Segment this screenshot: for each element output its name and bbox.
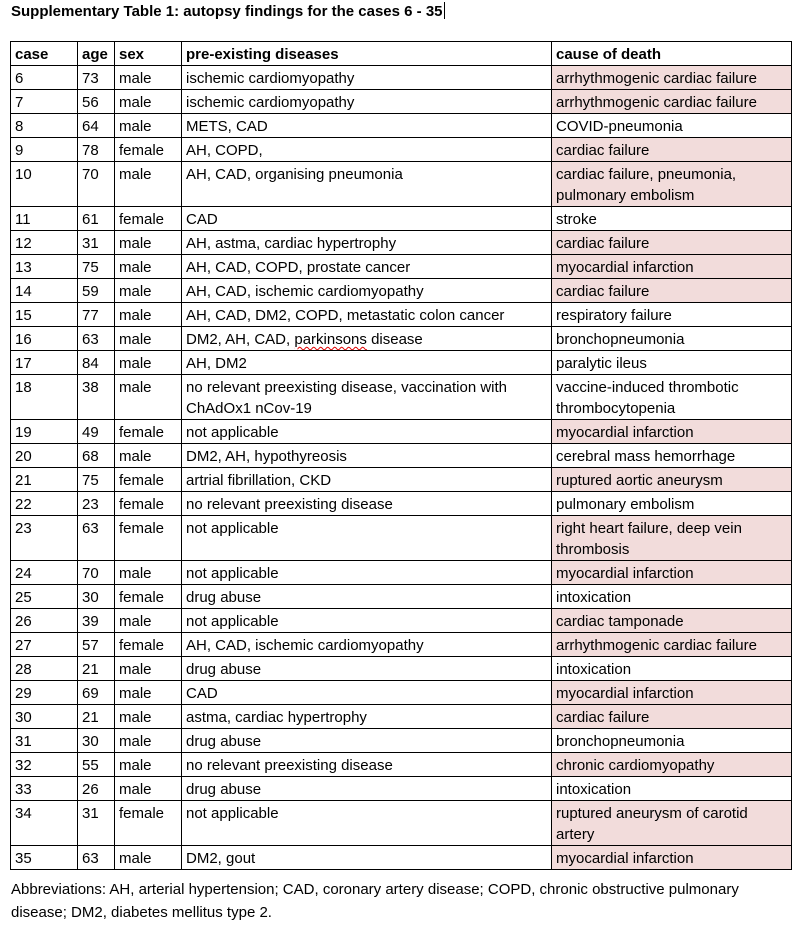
cell-sex: male: [115, 444, 182, 468]
table-row: [11, 90, 792, 114]
cell-diseases: drug abuse: [182, 729, 552, 753]
table-row: [11, 633, 792, 657]
cell-cause: arrhythmogenic cardiac failure: [552, 90, 792, 114]
table-row: [11, 801, 792, 846]
cell-age: 77: [78, 303, 115, 327]
cell-cause: paralytic ileus: [552, 351, 792, 375]
table-row: [11, 468, 792, 492]
cell-age: 55: [78, 753, 115, 777]
header-cause: cause of death: [552, 42, 792, 66]
cell-age: 63: [78, 327, 115, 351]
cell-case: 14: [11, 279, 78, 303]
text-cursor: [444, 2, 445, 19]
cell-diseases: ischemic cardiomyopathy: [182, 90, 552, 114]
cell-age: 84: [78, 351, 115, 375]
table-row: [11, 327, 792, 351]
cell-diseases: METS, CAD: [182, 114, 552, 138]
cell-diseases: DM2, gout: [182, 846, 552, 870]
cell-sex: female: [115, 492, 182, 516]
table-row: [11, 657, 792, 681]
cell-case: 7: [11, 90, 78, 114]
diseases-text: disease: [366, 331, 423, 348]
cell-case: 15: [11, 303, 78, 327]
cell-sex: male: [115, 729, 182, 753]
table-row: [11, 114, 792, 138]
table-body: [11, 66, 792, 870]
cell-age: 70: [78, 561, 115, 585]
diseases-text: DM2, AH, CAD,: [186, 331, 295, 348]
cell-cause: pulmonary embolism: [552, 492, 792, 516]
cell-age: 78: [78, 138, 115, 162]
cell-diseases: AH, CAD, organising pneumonia: [182, 162, 552, 207]
autopsy-table: [10, 41, 792, 870]
cell-sex: male: [115, 561, 182, 585]
cell-diseases: not applicable: [182, 801, 552, 846]
table-row: [11, 729, 792, 753]
cell-diseases: AH, CAD, DM2, COPD, metastatic colon cancer: [182, 303, 552, 327]
cell-age: 68: [78, 444, 115, 468]
cell-case: 19: [11, 420, 78, 444]
cell-age: 21: [78, 705, 115, 729]
spellcheck-flagged-word[interactable]: parkinsons: [294, 331, 367, 348]
table-row: [11, 279, 792, 303]
cell-sex: male: [115, 279, 182, 303]
cell-case: 32: [11, 753, 78, 777]
cell-age: 64: [78, 114, 115, 138]
cell-sex: male: [115, 255, 182, 279]
cell-diseases: AH, astma, cardiac hypertrophy: [182, 231, 552, 255]
table-row: [11, 444, 792, 468]
cell-case: 18: [11, 375, 78, 420]
cell-case: 34: [11, 801, 78, 846]
cell-cause: ruptured aortic aneurysm: [552, 468, 792, 492]
cell-cause: intoxication: [552, 585, 792, 609]
cell-diseases: ischemic cardiomyopathy: [182, 66, 552, 90]
cell-cause: right heart failure, deep vein thrombosis: [552, 516, 792, 561]
cell-cause: cardiac failure: [552, 138, 792, 162]
cell-age: 21: [78, 657, 115, 681]
cell-age: 61: [78, 207, 115, 231]
cell-cause: stroke: [552, 207, 792, 231]
cell-cause: cerebral mass hemorrhage: [552, 444, 792, 468]
cell-case: 27: [11, 633, 78, 657]
table-row: [11, 66, 792, 90]
cell-age: 57: [78, 633, 115, 657]
cell-cause: chronic cardiomyopathy: [552, 753, 792, 777]
cell-case: 24: [11, 561, 78, 585]
table-row: [11, 753, 792, 777]
cell-diseases: AH, CAD, ischemic cardiomyopathy: [182, 633, 552, 657]
table-row: [11, 561, 792, 585]
table-row: [11, 420, 792, 444]
cell-diseases: CAD: [182, 207, 552, 231]
table-title: Supplementary Table 1: autopsy findings for the cases 6 - 35: [11, 3, 443, 20]
header-sex: sex: [115, 42, 182, 66]
cell-case: 6: [11, 66, 78, 90]
cell-sex: male: [115, 681, 182, 705]
cell-diseases: drug abuse: [182, 585, 552, 609]
cell-cause: bronchopneumonia: [552, 729, 792, 753]
cell-cause: cardiac failure: [552, 231, 792, 255]
cell-sex: male: [115, 303, 182, 327]
cell-diseases: no relevant preexisting disease: [182, 492, 552, 516]
cell-age: 59: [78, 279, 115, 303]
cell-case: 33: [11, 777, 78, 801]
cell-case: 11: [11, 207, 78, 231]
table-row: [11, 231, 792, 255]
table-row: [11, 492, 792, 516]
cell-cause: bronchopneumonia: [552, 327, 792, 351]
cell-sex: female: [115, 585, 182, 609]
cell-case: 30: [11, 705, 78, 729]
cell-diseases: AH, CAD, COPD, prostate cancer: [182, 255, 552, 279]
cell-cause: ruptured aneurysm of carotid artery: [552, 801, 792, 846]
cell-diseases: DM2, AH, hypothyreosis: [182, 444, 552, 468]
cell-sex: female: [115, 138, 182, 162]
table-row: [11, 351, 792, 375]
cell-cause: cardiac failure: [552, 279, 792, 303]
cell-diseases: not applicable: [182, 516, 552, 561]
cell-age: 73: [78, 66, 115, 90]
cell-sex: female: [115, 468, 182, 492]
cell-sex: female: [115, 207, 182, 231]
table-row: [11, 375, 792, 420]
cell-cause: myocardial infarction: [552, 255, 792, 279]
cell-age: 70: [78, 162, 115, 207]
table-row: [11, 516, 792, 561]
cell-case: 35: [11, 846, 78, 870]
table-row: [11, 585, 792, 609]
cell-sex: male: [115, 162, 182, 207]
cell-age: 23: [78, 492, 115, 516]
cell-diseases: drug abuse: [182, 657, 552, 681]
cell-cause: respiratory failure: [552, 303, 792, 327]
cell-case: 16: [11, 327, 78, 351]
cell-age: 30: [78, 729, 115, 753]
cell-cause: myocardial infarction: [552, 420, 792, 444]
cell-age: 38: [78, 375, 115, 420]
cell-sex: female: [115, 420, 182, 444]
cell-sex: male: [115, 114, 182, 138]
cell-diseases: not applicable: [182, 420, 552, 444]
cell-sex: male: [115, 609, 182, 633]
cell-sex: male: [115, 753, 182, 777]
table-row: [11, 162, 792, 207]
cell-age: 75: [78, 468, 115, 492]
cell-case: 17: [11, 351, 78, 375]
cell-sex: male: [115, 705, 182, 729]
cell-case: 10: [11, 162, 78, 207]
cell-age: 31: [78, 231, 115, 255]
cell-diseases: CAD: [182, 681, 552, 705]
cell-age: 75: [78, 255, 115, 279]
cell-diseases: astma, cardiac hypertrophy: [182, 705, 552, 729]
cell-case: 23: [11, 516, 78, 561]
cell-cause: arrhythmogenic cardiac failure: [552, 633, 792, 657]
cell-sex: male: [115, 90, 182, 114]
cell-age: 63: [78, 846, 115, 870]
cell-cause: cardiac tamponade: [552, 609, 792, 633]
cell-sex: male: [115, 66, 182, 90]
cell-age: 49: [78, 420, 115, 444]
cell-diseases: AH, COPD,: [182, 138, 552, 162]
cell-cause: cardiac failure: [552, 705, 792, 729]
cell-cause: myocardial infarction: [552, 846, 792, 870]
cell-cause: cardiac failure, pneumonia, pulmonary embolism: [552, 162, 792, 207]
cell-case: 28: [11, 657, 78, 681]
cell-diseases: [182, 327, 552, 351]
cell-sex: male: [115, 327, 182, 351]
cell-sex: male: [115, 231, 182, 255]
table-row: [11, 303, 792, 327]
cell-cause: intoxication: [552, 657, 792, 681]
cell-cause: myocardial infarction: [552, 561, 792, 585]
table-row: [11, 681, 792, 705]
cell-age: 26: [78, 777, 115, 801]
cell-case: 29: [11, 681, 78, 705]
table-row: [11, 705, 792, 729]
table-row: [11, 207, 792, 231]
cell-case: 12: [11, 231, 78, 255]
cell-sex: male: [115, 375, 182, 420]
cell-sex: male: [115, 846, 182, 870]
cell-case: 26: [11, 609, 78, 633]
cell-age: 63: [78, 516, 115, 561]
cell-cause: myocardial infarction: [552, 681, 792, 705]
cell-age: 56: [78, 90, 115, 114]
cell-case: 22: [11, 492, 78, 516]
cell-diseases: not applicable: [182, 609, 552, 633]
header-case: case: [11, 42, 78, 66]
header-diseases: pre-existing diseases: [182, 42, 552, 66]
cell-case: 20: [11, 444, 78, 468]
cell-case: 8: [11, 114, 78, 138]
cell-case: 13: [11, 255, 78, 279]
header-age: age: [78, 42, 115, 66]
cell-sex: female: [115, 801, 182, 846]
table-row: [11, 609, 792, 633]
cell-diseases: no relevant preexisting disease, vaccination with ChAdOx1 nCov-19: [182, 375, 552, 420]
cell-diseases: AH, DM2: [182, 351, 552, 375]
cell-sex: female: [115, 633, 182, 657]
table-row: [11, 846, 792, 870]
cell-diseases: no relevant preexisting disease: [182, 753, 552, 777]
cell-diseases: drug abuse: [182, 777, 552, 801]
cell-sex: female: [115, 516, 182, 561]
cell-age: 31: [78, 801, 115, 846]
cell-age: 30: [78, 585, 115, 609]
cell-sex: male: [115, 657, 182, 681]
cell-case: 9: [11, 138, 78, 162]
table-header-row: [11, 42, 792, 66]
cell-sex: male: [115, 351, 182, 375]
cell-case: 31: [11, 729, 78, 753]
cell-sex: male: [115, 777, 182, 801]
cell-age: 39: [78, 609, 115, 633]
cell-cause: intoxication: [552, 777, 792, 801]
cell-age: 69: [78, 681, 115, 705]
cell-cause: arrhythmogenic cardiac failure: [552, 66, 792, 90]
table-row: [11, 138, 792, 162]
cell-case: 25: [11, 585, 78, 609]
abbreviations-footnote: Abbreviations: AH, arterial hypertension; CAD, coronary artery disease; COPD, chronic obstructive pulmonary disease; DM2, diabetes mellitus type 2.: [11, 881, 739, 921]
table-row: [11, 777, 792, 801]
cell-cause: vaccine-induced thrombotic thrombocytopenia: [552, 375, 792, 420]
cell-diseases: not applicable: [182, 561, 552, 585]
table-row: [11, 255, 792, 279]
cell-diseases: artrial fibrillation, CKD: [182, 468, 552, 492]
cell-diseases: AH, CAD, ischemic cardiomyopathy: [182, 279, 552, 303]
cell-case: 21: [11, 468, 78, 492]
cell-cause: COVID-pneumonia: [552, 114, 792, 138]
